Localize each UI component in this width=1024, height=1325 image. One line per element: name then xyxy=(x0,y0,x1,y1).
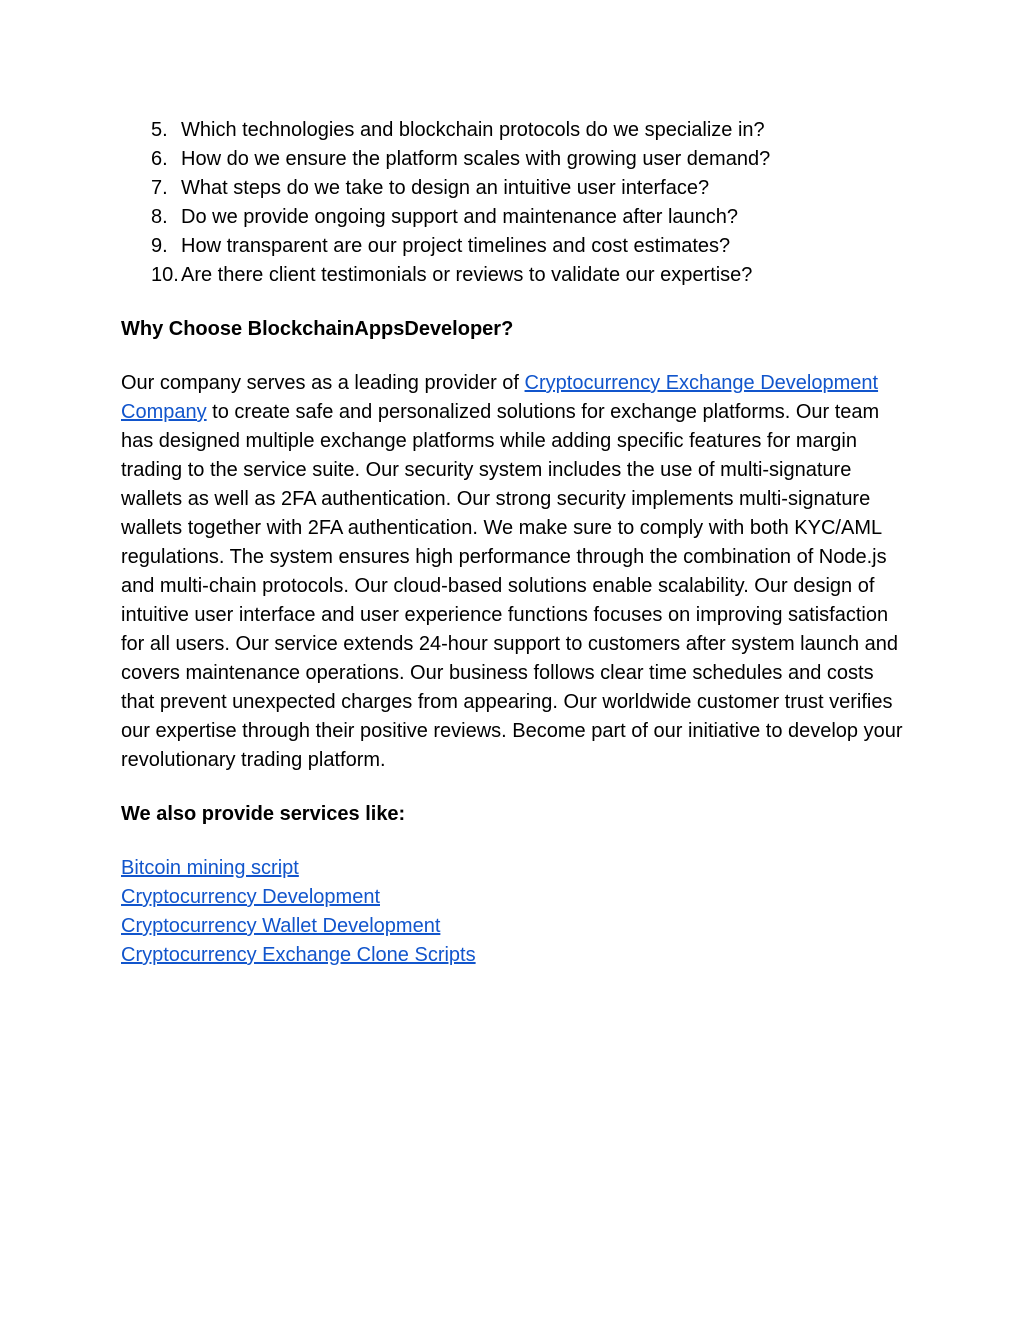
list-number: 10. xyxy=(151,264,179,286)
list-item xyxy=(121,145,911,174)
list-item-text: How do we ensure the platform scales with growing user demand? xyxy=(181,148,771,170)
why-choose-heading: Why Choose BlockchainAppsDeveloper? xyxy=(121,318,514,340)
list-item xyxy=(121,116,911,145)
company-paragraph xyxy=(121,369,911,775)
list-number: 9. xyxy=(151,235,168,257)
paragraph-body: to create safe and personalized solutions for exchange platforms. Our team has designed multiple exchange platforms while adding specific features for margin trading to the service suite. Our security system includes the use of multi-signature wallets as well as 2FA authentication. Our strong security implements multi-signature wallets together with 2FA authentication. We make sure to comply with both KYC/AML regulations. The system ensures high performance through the combination of Node.js and multi-chain protocols. Our cloud-based solutions enable scalability. Our design of intuitive user interface and user experience functions focuses on improving satisfaction for all users. Our service extends 24-hour support to customers after system launch and covers maintenance operations. Our business follows clear time schedules and costs that prevent unexpected charges from appearing. Our worldwide customer trust verifies our expertise through their positive reviews. Become part of our initiative to develop your revolutionary trading platform. xyxy=(121,401,903,771)
services-heading: We also provide services like: xyxy=(121,803,406,825)
list-number: 7. xyxy=(151,177,168,199)
list-item-text: Which technologies and blockchain protocols do we specialize in? xyxy=(181,119,765,141)
list-number: 5. xyxy=(151,119,168,141)
cryptocurrency-development-link[interactable]: Cryptocurrency Development xyxy=(121,886,380,908)
list-item-text: How transparent are our project timelines and cost estimates? xyxy=(181,235,731,257)
wallet-development-link[interactable]: Cryptocurrency Wallet Development xyxy=(121,915,441,937)
list-item xyxy=(121,261,911,290)
exchange-development-link[interactable]: Cryptocurrency Exchange Development Company xyxy=(121,372,879,423)
question-list xyxy=(121,116,911,290)
list-item xyxy=(121,203,911,232)
list-item xyxy=(121,232,911,261)
list-item xyxy=(121,174,911,203)
exchange-clone-scripts-link[interactable]: Cryptocurrency Exchange Clone Scripts xyxy=(121,944,476,966)
list-number: 6. xyxy=(151,148,168,170)
list-item-text: Do we provide ongoing support and maintenance after launch? xyxy=(181,206,739,228)
list-number: 8. xyxy=(151,206,168,228)
document-body xyxy=(121,116,911,970)
paragraph-intro: Our company serves as a leading provider of xyxy=(121,372,525,394)
bitcoin-mining-script-link[interactable]: Bitcoin mining script xyxy=(121,857,299,879)
list-item-text: Are there client testimonials or reviews to validate our expertise? xyxy=(181,264,753,286)
service-links xyxy=(121,854,911,970)
list-item-text: What steps do we take to design an intuitive user interface? xyxy=(181,177,710,199)
